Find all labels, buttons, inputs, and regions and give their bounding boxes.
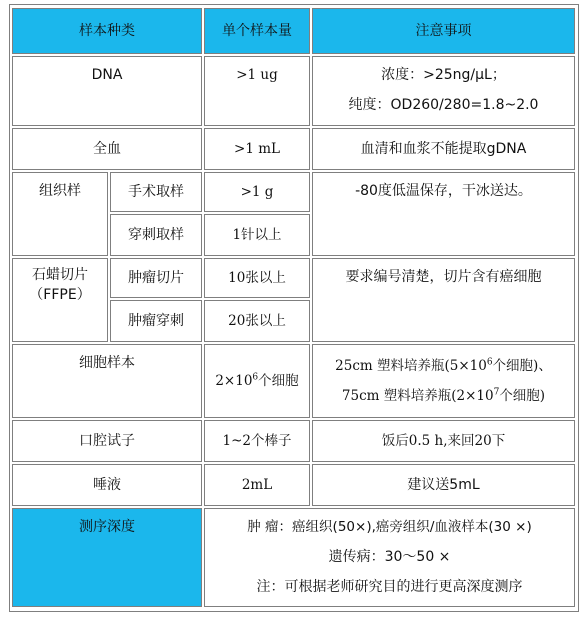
ffpe-type [12, 258, 108, 342]
whole-blood-amount-value: >1 mL [234, 141, 280, 157]
tissue-type [12, 172, 108, 256]
cell-sample-note-25cm [335, 356, 552, 376]
sequencing-depth-notes [204, 508, 575, 607]
ffpe-tumor-puncture [110, 300, 202, 342]
saliva-amount-value: 2mL [241, 477, 273, 493]
ffpe-tumor-section-amount [204, 258, 310, 298]
tissue-puncture-amount [204, 214, 310, 256]
dna-purity-note: 纯度：OD260/280=1.8~2.0 [348, 97, 539, 113]
cell-sample-type [12, 344, 202, 418]
oral-swab-note-text: 饭后0.5 h,来回20下 [381, 433, 506, 449]
tissue-surgical-amount-value: >1 g [240, 184, 274, 200]
cell-sample-type-label: 细胞样本 [79, 355, 135, 371]
header-notes-label: 注意事项 [415, 23, 472, 39]
sequencing-depth-label-cell [12, 508, 202, 607]
header-sample-amount-label: 单个样本量 [222, 23, 292, 39]
saliva-type [12, 464, 202, 506]
ffpe-type-label: 石蜡切片 [32, 267, 88, 283]
whole-blood-note-text: 血清和血浆不能提取gDNA [360, 141, 527, 157]
oral-swab-notes [312, 420, 575, 462]
dna-type-label: DNA [91, 67, 123, 83]
tissue-puncture-label: 穿刺取样 [128, 227, 184, 243]
oral-swab-type [12, 420, 202, 462]
tissue-surgical-amount [204, 172, 310, 212]
depth-tumor-line: 肿 瘤：癌组织(50×),癌旁组织/血液样本(30 ×) [247, 519, 532, 535]
whole-blood-type-label: 全血 [93, 141, 121, 157]
dna-type [12, 56, 202, 126]
oral-swab-amount-value: 1~2个棒子 [222, 433, 292, 449]
cell-sample-amount-unit: 个细胞 [258, 373, 299, 389]
tissue-puncture [110, 214, 202, 256]
dna-concentration-note: 浓度：>25ng/μL； [381, 67, 506, 83]
dna-notes [312, 56, 575, 126]
cell-sample-note-75cm [342, 386, 545, 406]
oral-swab-type-label: 口腔试子 [79, 433, 135, 449]
cell-sample-notes [312, 344, 575, 418]
saliva-note-text: 建议送5mL [407, 477, 480, 493]
oral-swab-amount [204, 420, 310, 462]
ffpe-type-abbr: （FFPE） [29, 287, 91, 303]
ffpe-notes [312, 258, 575, 342]
dna-amount [204, 56, 310, 126]
cell-note1-exponent: 6 [486, 357, 493, 368]
header-sample-amount [204, 8, 310, 54]
cell-sample-amount-base: 2×10 [215, 373, 253, 389]
sample-requirements-table [9, 4, 579, 612]
ffpe-tumor-puncture-label: 肿瘤穿刺 [128, 313, 184, 329]
cell-note1-tail: 个细胞)、 [492, 358, 552, 374]
ffpe-tumor-section-amount-value: 10张以上 [228, 270, 286, 286]
saliva-amount [204, 464, 310, 506]
depth-genetic-line: 遗传病：30～50 × [328, 549, 451, 565]
header-sample-type-label: 样本种类 [79, 23, 135, 39]
cell-note2-exponent: 7 [493, 387, 500, 398]
whole-blood-amount [204, 128, 310, 170]
ffpe-tumor-puncture-amount [204, 300, 310, 342]
cell-note2-tail: 个细胞) [499, 388, 546, 404]
saliva-type-label: 唾液 [93, 477, 121, 493]
tissue-surgical-label: 手术取样 [128, 184, 184, 200]
whole-blood-type [12, 128, 202, 170]
cell-sample-amount-exponent: 6 [252, 372, 259, 383]
whole-blood-notes [312, 128, 575, 170]
cell-sample-amount-value [215, 371, 298, 391]
dna-amount-value: >1 ug [236, 67, 278, 83]
header-notes [312, 8, 575, 54]
tissue-note-text: -80度低温保存，干冰送达。 [355, 183, 532, 199]
cell-sample-amount [204, 344, 310, 418]
depth-footnote-line: 注：可根据老师研究目的进行更高深度测序 [256, 579, 523, 595]
ffpe-tumor-section-label: 肿瘤切片 [128, 270, 184, 286]
ffpe-note-text: 要求编号清楚，切片含有癌细胞 [345, 269, 542, 285]
tissue-surgical [110, 172, 202, 212]
cell-note1-base: 25cm 塑料培养瓶(5×10 [335, 358, 487, 374]
header-sample-type [12, 8, 202, 54]
ffpe-tumor-section [110, 258, 202, 298]
sequencing-depth-label: 测序深度 [79, 519, 135, 535]
tissue-puncture-amount-value: 1针以上 [232, 227, 282, 243]
cell-note2-base: 75cm 塑料培养瓶(2×10 [341, 388, 494, 404]
tissue-type-label: 组织样 [39, 183, 81, 199]
ffpe-tumor-puncture-amount-value: 20张以上 [228, 313, 286, 329]
saliva-notes [312, 464, 575, 506]
tissue-notes [312, 172, 575, 256]
